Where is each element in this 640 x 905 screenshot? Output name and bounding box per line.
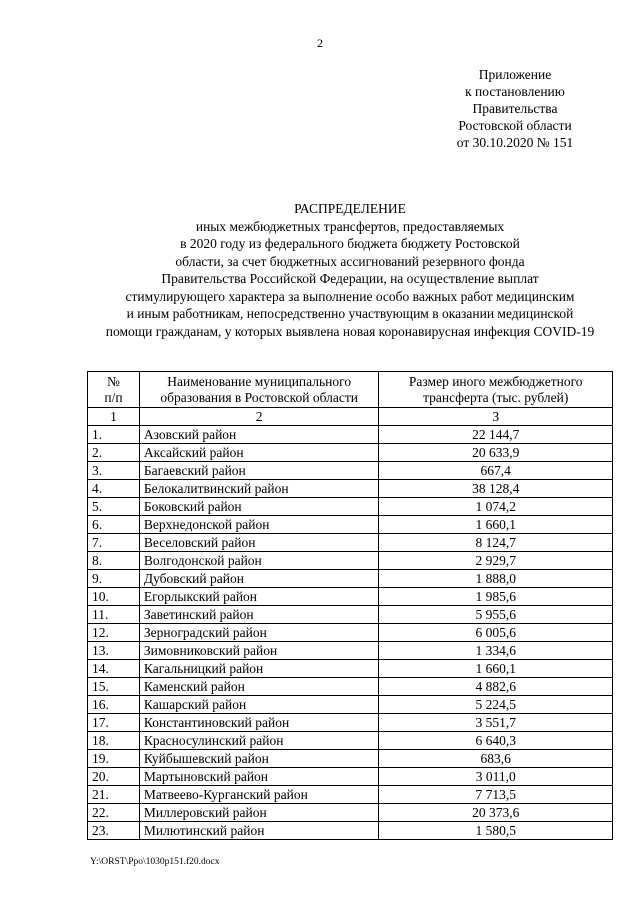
- row-municipality: Аксайский район: [139, 444, 379, 462]
- annex-line: Правительства: [472, 101, 558, 116]
- title-line: стимулирующего характера за выполнение особо важных работ медицинским: [125, 288, 575, 304]
- column-index: 2: [139, 408, 379, 426]
- table-row: [88, 606, 613, 624]
- annex-line: к постановлению: [465, 84, 565, 99]
- row-municipality: Константиновский район: [139, 714, 379, 732]
- table-row: [88, 732, 613, 750]
- header-line: п/п: [104, 390, 123, 405]
- distribution-table: [87, 371, 613, 840]
- table-row: [88, 822, 613, 840]
- row-amount: 20 373,6: [379, 804, 613, 822]
- header-line: Размер иного межбюджетного: [408, 374, 583, 389]
- row-municipality: Верхнедонской район: [139, 516, 379, 534]
- row-number: 4.: [88, 480, 140, 498]
- row-number: 11.: [88, 606, 140, 624]
- row-amount: 5 955,6: [379, 606, 613, 624]
- row-number: 15.: [88, 678, 140, 696]
- column-index: 1: [88, 408, 140, 426]
- row-number: 14.: [88, 660, 140, 678]
- row-municipality: Дубовский район: [139, 570, 379, 588]
- row-number: 3.: [88, 462, 140, 480]
- table-row: [88, 642, 613, 660]
- row-municipality: Каменский район: [139, 678, 379, 696]
- title-line: Правительства Российской Федерации, на осуществление выплат: [161, 271, 539, 286]
- row-municipality: Багаевский район: [139, 462, 379, 480]
- row-amount: 7 713,5: [379, 786, 613, 804]
- row-municipality: Миллеровский район: [139, 804, 379, 822]
- table-row: [88, 804, 613, 822]
- row-number: 22.: [88, 804, 140, 822]
- row-municipality: Зимовниковский район: [139, 642, 379, 660]
- table-row: [88, 498, 613, 516]
- page-number: 2: [317, 36, 323, 50]
- table-row: [88, 480, 613, 498]
- row-amount: 667,4: [379, 462, 613, 480]
- title-line: и иным работникам, непосредственно участвующим в оказании медицинской: [126, 306, 574, 321]
- row-municipality: Заветинский район: [139, 606, 379, 624]
- row-amount: 1 074,2: [379, 498, 613, 516]
- header-amount: [379, 372, 613, 408]
- row-amount: 1 985,6: [379, 588, 613, 606]
- row-number: 16.: [88, 696, 140, 714]
- row-amount: 20 633,9: [379, 444, 613, 462]
- table-row: [88, 444, 613, 462]
- row-municipality: Кашарский район: [139, 696, 379, 714]
- row-municipality: Красносулинский район: [139, 732, 379, 750]
- row-amount: 1 580,5: [379, 822, 613, 840]
- file-path-footer: Y:\ORST\Ppo\1030p151.f20.docx: [90, 857, 220, 867]
- row-municipality: Боковский район: [139, 498, 379, 516]
- column-index: 3: [379, 408, 613, 426]
- header-line: Наименование муниципального: [167, 374, 352, 389]
- row-municipality: Милютинский район: [139, 822, 379, 840]
- row-amount: 8 124,7: [379, 534, 613, 552]
- table-row: [88, 552, 613, 570]
- row-number: 18.: [88, 732, 140, 750]
- title-line: в 2020 году из федерального бюджета бюджету Ростовской: [180, 236, 520, 251]
- row-number: 6.: [88, 516, 140, 534]
- row-amount: 1 888,0: [379, 570, 613, 588]
- table-row: [88, 714, 613, 732]
- row-amount: 4 882,6: [379, 678, 613, 696]
- row-number: 23.: [88, 822, 140, 840]
- table-row: [88, 426, 613, 444]
- row-amount: 1 660,1: [379, 660, 613, 678]
- table-row: [88, 516, 613, 534]
- title-line: иных межбюджетных трансфертов, предоставляемых: [195, 218, 505, 234]
- table-row: [88, 588, 613, 606]
- row-amount: 3 011,0: [379, 768, 613, 786]
- row-municipality: Белокалитвинский район: [139, 480, 379, 498]
- row-municipality: Куйбышевский район: [139, 750, 379, 768]
- header-line: №: [107, 374, 120, 389]
- row-amount: 1 334,6: [379, 642, 613, 660]
- row-amount: 6 005,6: [379, 624, 613, 642]
- row-number: 10.: [88, 588, 140, 606]
- table-row: [88, 660, 613, 678]
- row-number: 7.: [88, 534, 140, 552]
- row-municipality: Волгодонской район: [139, 552, 379, 570]
- table-row: [88, 534, 613, 552]
- row-number: 20.: [88, 768, 140, 786]
- column-index-row: [88, 408, 613, 426]
- row-amount: 1 660,1: [379, 516, 613, 534]
- annex-line: Ростовской области: [458, 118, 572, 133]
- row-municipality: Мартыновский район: [139, 768, 379, 786]
- table-row: [88, 768, 613, 786]
- row-amount: 5 224,5: [379, 696, 613, 714]
- document-title: [60, 200, 640, 340]
- table-row: [88, 786, 613, 804]
- table-row: [88, 696, 613, 714]
- table-row: [88, 750, 613, 768]
- row-amount: 3 551,7: [379, 714, 613, 732]
- row-number: 8.: [88, 552, 140, 570]
- table-header-row: [88, 372, 613, 408]
- row-number: 13.: [88, 642, 140, 660]
- row-number: 21.: [88, 786, 140, 804]
- row-number: 9.: [88, 570, 140, 588]
- annex-block: [430, 66, 600, 151]
- row-municipality: Кагальницкий район: [139, 660, 379, 678]
- row-amount: 683,6: [379, 750, 613, 768]
- row-municipality: Матвеево-Курганский район: [139, 786, 379, 804]
- table-row: [88, 678, 613, 696]
- row-number: 5.: [88, 498, 140, 516]
- row-municipality: Зерноградский район: [139, 624, 379, 642]
- row-amount: 2 929,7: [379, 552, 613, 570]
- table-row: [88, 624, 613, 642]
- row-amount: 38 128,4: [379, 480, 613, 498]
- row-number: 1.: [88, 426, 140, 444]
- header-municipality: [139, 372, 379, 408]
- header-line: образования в Ростовской области: [160, 390, 359, 405]
- title-line: помощи гражданам, у которых выявлена новая коронавирусная инфекция COVID-19: [105, 323, 595, 339]
- row-number: 19.: [88, 750, 140, 768]
- annex-line: Приложение: [478, 67, 552, 82]
- table-row: [88, 462, 613, 480]
- row-number: 17.: [88, 714, 140, 732]
- row-number: 2.: [88, 444, 140, 462]
- row-municipality: Егорлыкский район: [139, 588, 379, 606]
- table-row: [88, 570, 613, 588]
- row-municipality: Веселовский район: [139, 534, 379, 552]
- header-line: трансферта (тыс. рублей): [423, 390, 569, 405]
- row-municipality: Азовский район: [139, 426, 379, 444]
- row-amount: 6 640,3: [379, 732, 613, 750]
- row-number: 12.: [88, 624, 140, 642]
- title-line: области, за счет бюджетных ассигнований резервного фонда: [175, 253, 525, 269]
- title-heading: РАСПРЕДЕЛЕНИЕ: [294, 201, 406, 216]
- annex-line: от 30.10.2020 № 151: [456, 135, 574, 150]
- row-amount: 22 144,7: [379, 426, 613, 444]
- header-number: [88, 372, 140, 408]
